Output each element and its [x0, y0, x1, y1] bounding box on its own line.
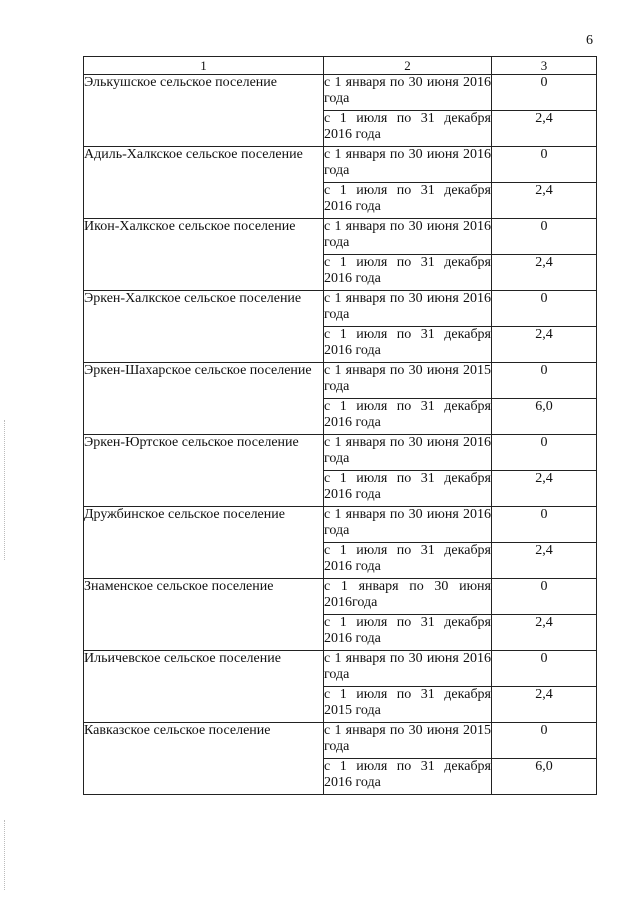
period-first-half: с 1 января по 30 июня 2015 года [324, 363, 492, 399]
rate-second-half: 2,4 [492, 255, 597, 291]
settlement-name: Адиль-Халкское сельское поселение [84, 147, 324, 219]
rate-first-half: 0 [492, 723, 597, 759]
rate-first-half: 0 [492, 147, 597, 183]
settlement-name: Знаменское сельское поселение [84, 579, 324, 651]
period-first-half: с 1 января по 30 июня 2016года [324, 579, 492, 615]
settlement-name: Эркен-Юртское сельское поселение [84, 435, 324, 507]
period-second-half: с 1 июля по 31 декабря 2016 года [324, 327, 492, 363]
table-row [84, 219, 597, 255]
rate-second-half: 2,4 [492, 687, 597, 723]
period-second-half: с 1 июля по 31 декабря 2016 года [324, 111, 492, 147]
rate-second-half: 2,4 [492, 471, 597, 507]
rate-first-half: 0 [492, 579, 597, 615]
period-second-half: с 1 июля по 31 декабря 2016 года [324, 759, 492, 795]
table-row [84, 291, 597, 327]
rate-first-half: 0 [492, 291, 597, 327]
rate-first-half: 0 [492, 219, 597, 255]
column-number-2: 2 [324, 57, 492, 75]
period-second-half: с 1 июля по 31 декабря 2016 года [324, 399, 492, 435]
rate-second-half: 6,0 [492, 399, 597, 435]
settlement-name: Икон-Халкское сельское поселение [84, 219, 324, 291]
page-number: 6 [586, 33, 593, 48]
period-first-half: с 1 января по 30 июня 2016 года [324, 435, 492, 471]
period-first-half: с 1 января по 30 июня 2016 года [324, 291, 492, 327]
table-row [84, 147, 597, 183]
rate-second-half: 2,4 [492, 615, 597, 651]
period-second-half: с 1 июля по 31 декабря 2015 года [324, 687, 492, 723]
period-second-half: с 1 июля по 31 декабря 2016 года [324, 471, 492, 507]
period-first-half: с 1 января по 30 июня 2016 года [324, 507, 492, 543]
settlement-name: Дружбинское сельское поселение [84, 507, 324, 579]
settlement-name: Кавказское сельское поселение [84, 723, 324, 795]
table-row [84, 507, 597, 543]
period-first-half: с 1 января по 30 июня 2016 года [324, 75, 492, 111]
rate-first-half: 0 [492, 435, 597, 471]
rate-second-half: 2,4 [492, 327, 597, 363]
rate-second-half: 2,4 [492, 183, 597, 219]
table-row [84, 435, 597, 471]
table-row [84, 75, 597, 111]
rate-first-half: 0 [492, 651, 597, 687]
table-row [84, 579, 597, 615]
rate-second-half: 6,0 [492, 759, 597, 795]
column-number-row [84, 57, 597, 75]
period-first-half: с 1 января по 30 июня 2016 года [324, 219, 492, 255]
rate-second-half: 2,4 [492, 111, 597, 147]
period-first-half: с 1 января по 30 июня 2015 года [324, 723, 492, 759]
settlement-name: Элькушское сельское поселение [84, 75, 324, 147]
period-second-half: с 1 июля по 31 декабря 2016 года [324, 255, 492, 291]
period-first-half: с 1 января по 30 июня 2016 года [324, 651, 492, 687]
rate-second-half: 2,4 [492, 543, 597, 579]
rate-first-half: 0 [492, 75, 597, 111]
period-second-half: с 1 июля по 31 декабря 2016 года [324, 615, 492, 651]
column-number-1: 1 [84, 57, 324, 75]
table-row [84, 651, 597, 687]
settlement-name: Эркен-Шахарское сельское поселение [84, 363, 324, 435]
period-first-half: с 1 января по 30 июня 2016 года [324, 147, 492, 183]
period-second-half: с 1 июля по 31 декабря 2016 года [324, 543, 492, 579]
table-row [84, 723, 597, 759]
settlement-name: Ильичевское сельское поселение [84, 651, 324, 723]
margin-artifact [4, 420, 7, 560]
rate-first-half: 0 [492, 507, 597, 543]
column-number-3: 3 [492, 57, 597, 75]
margin-artifact [4, 820, 7, 890]
period-second-half: с 1 июля по 31 декабря 2016 года [324, 183, 492, 219]
settlement-name: Эркен-Халкское сельское поселение [84, 291, 324, 363]
rate-first-half: 0 [492, 363, 597, 399]
table-row [84, 363, 597, 399]
tax-rate-table [83, 56, 597, 795]
